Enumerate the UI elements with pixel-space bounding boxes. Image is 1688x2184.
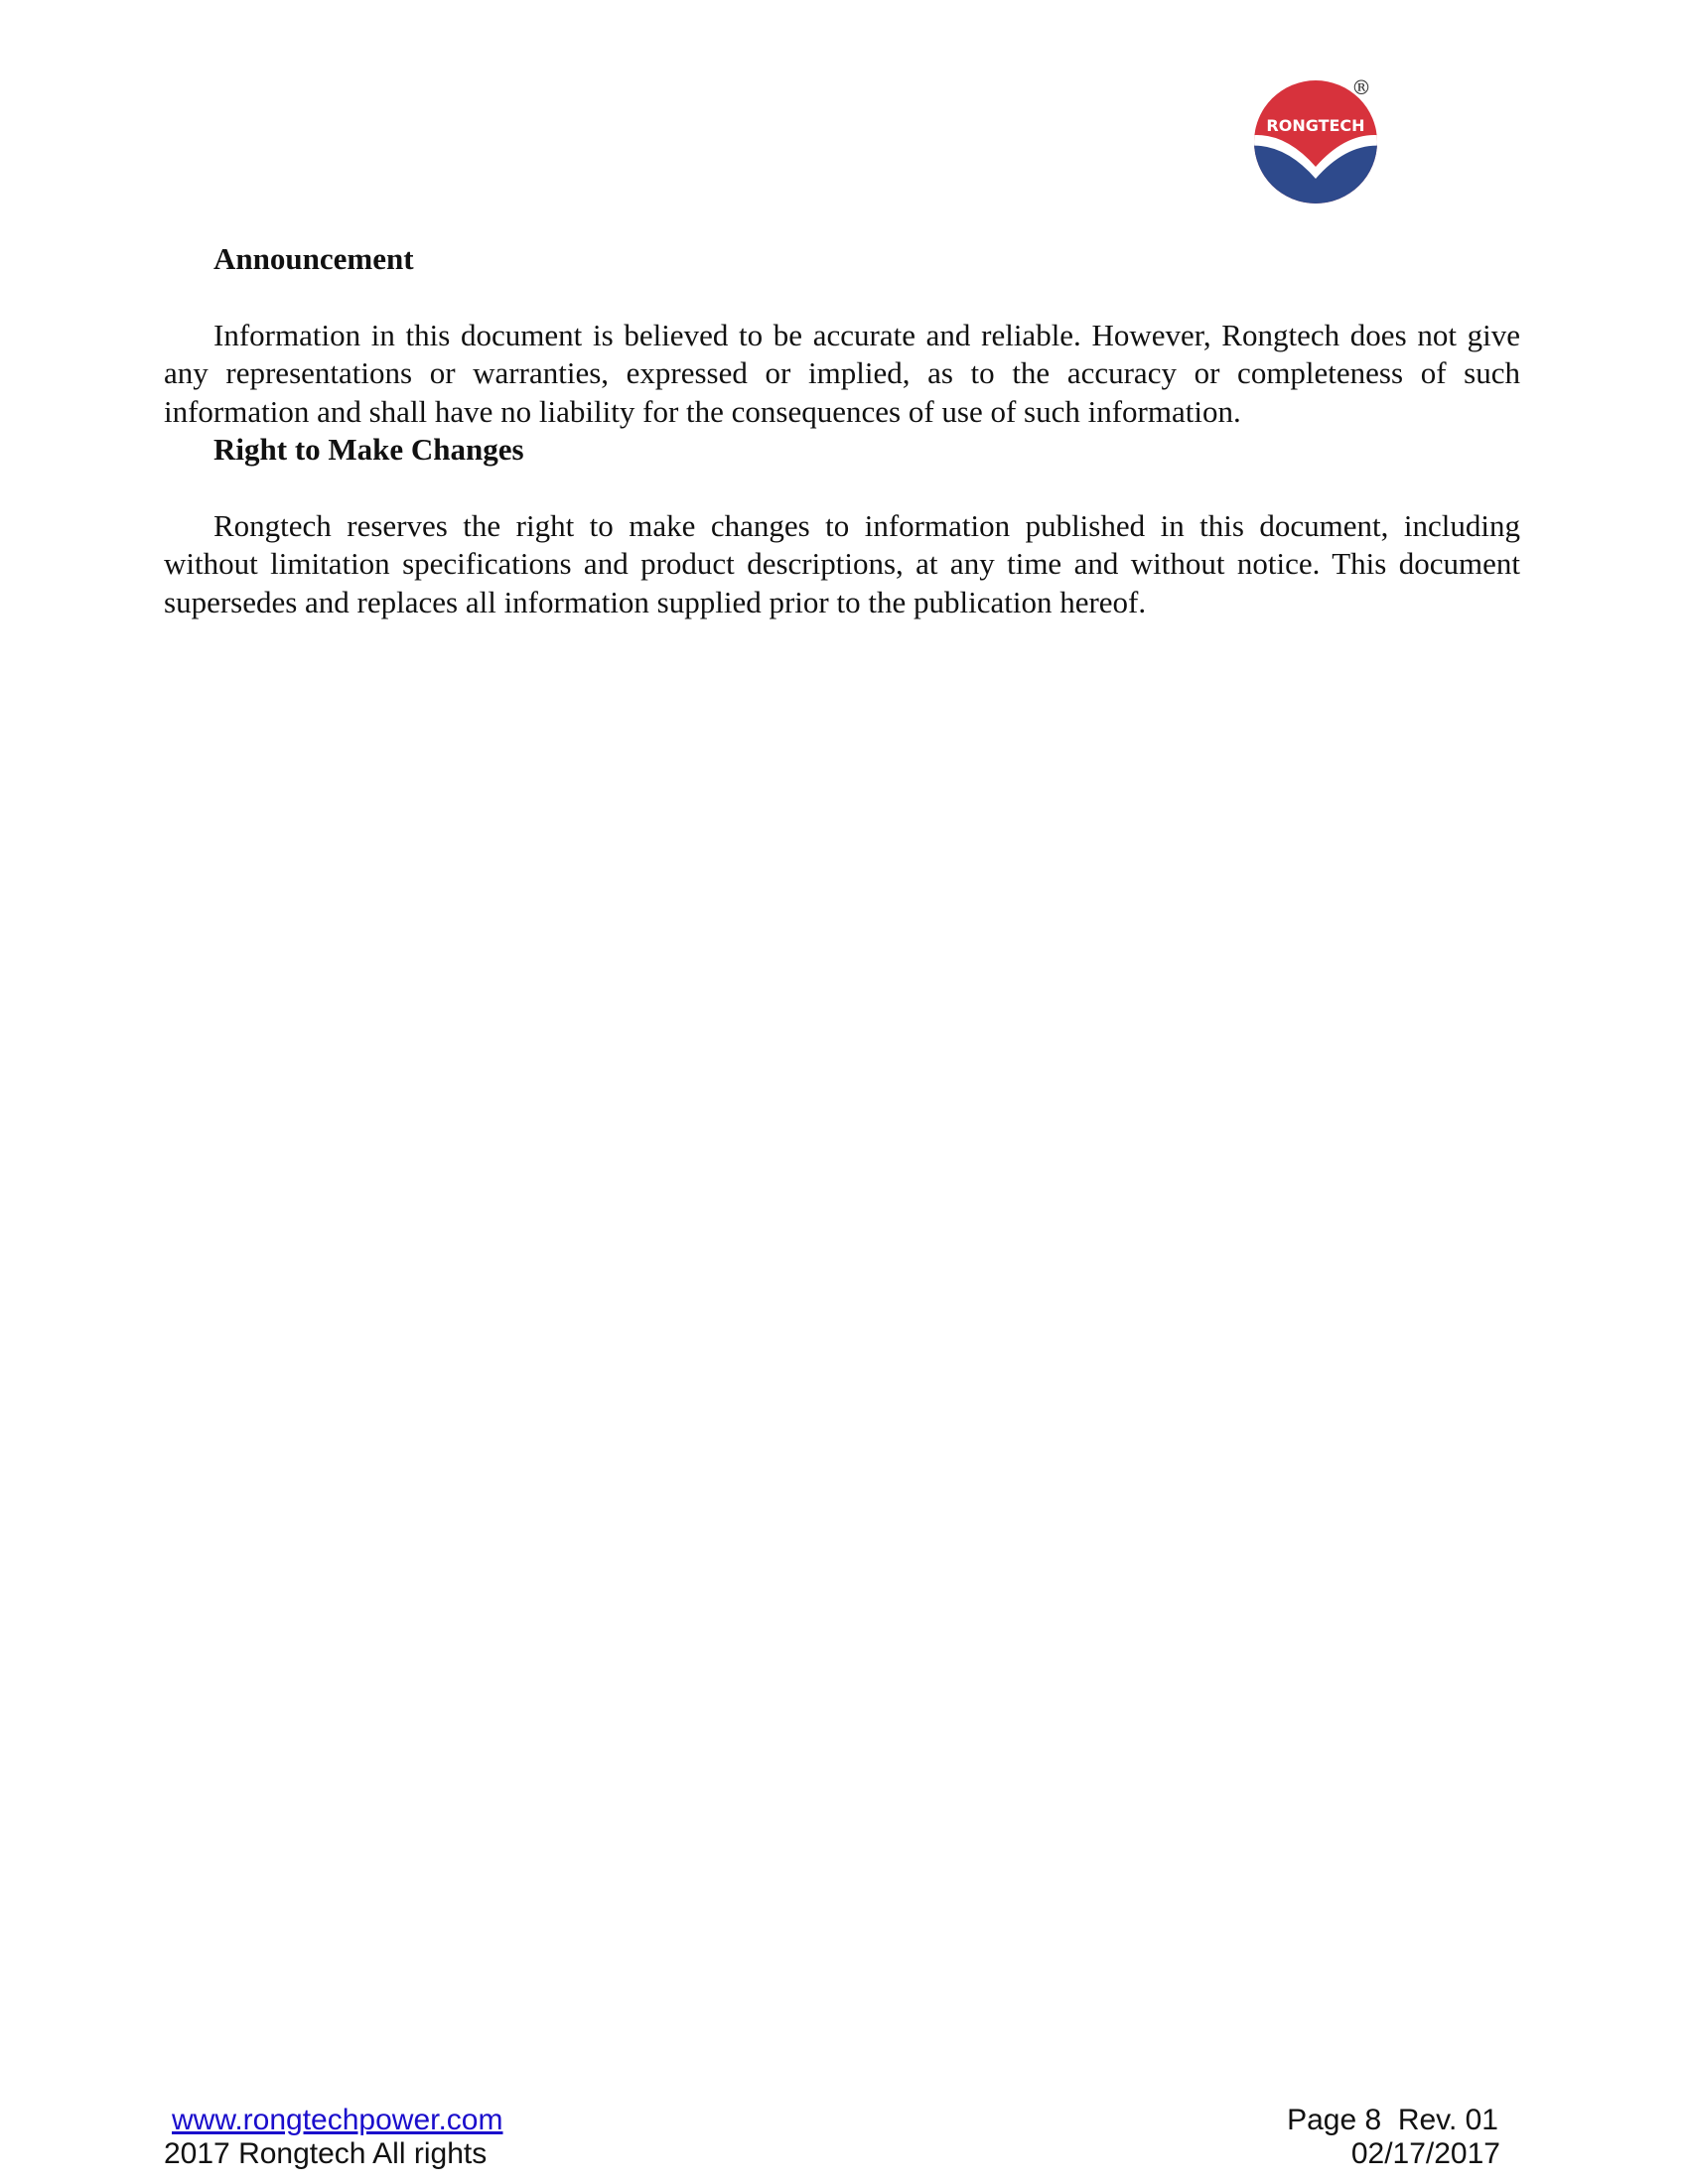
footer-website-link[interactable]: www.rongtechpower.com <box>172 2104 503 2136</box>
section-heading-right-to-make-changes: Right to Make Changes <box>213 432 524 467</box>
registered-mark: ® <box>1351 75 1371 99</box>
footer-copyright: 2017 Rongtech All rights <box>164 2137 488 2170</box>
section-heading-announcement: Announcement <box>213 241 414 276</box>
changes-paragraph: Rongtech reserves the right to make changes to information published in this document, including without limitation specifications and product descriptions, at any time and without notice. This document supersedes and replaces all information supplied prior to the publication hereof. <box>164 507 1520 619</box>
logo-wordmark: RONGTECH <box>1266 116 1365 135</box>
announcement-paragraph: Information in this document is believed to be accurate and reliable. However, Rongtech does not give any representations or warranties, expressed or implied, as to the accuracy or completeness of such information and shall have no liability for the consequences of use of such information. <box>164 317 1520 429</box>
document-body <box>164 240 1520 621</box>
footer-page-revision: Page 8 Rev. 01 <box>1287 2104 1498 2136</box>
footer-date: 02/17/2017 <box>1350 2137 1500 2170</box>
